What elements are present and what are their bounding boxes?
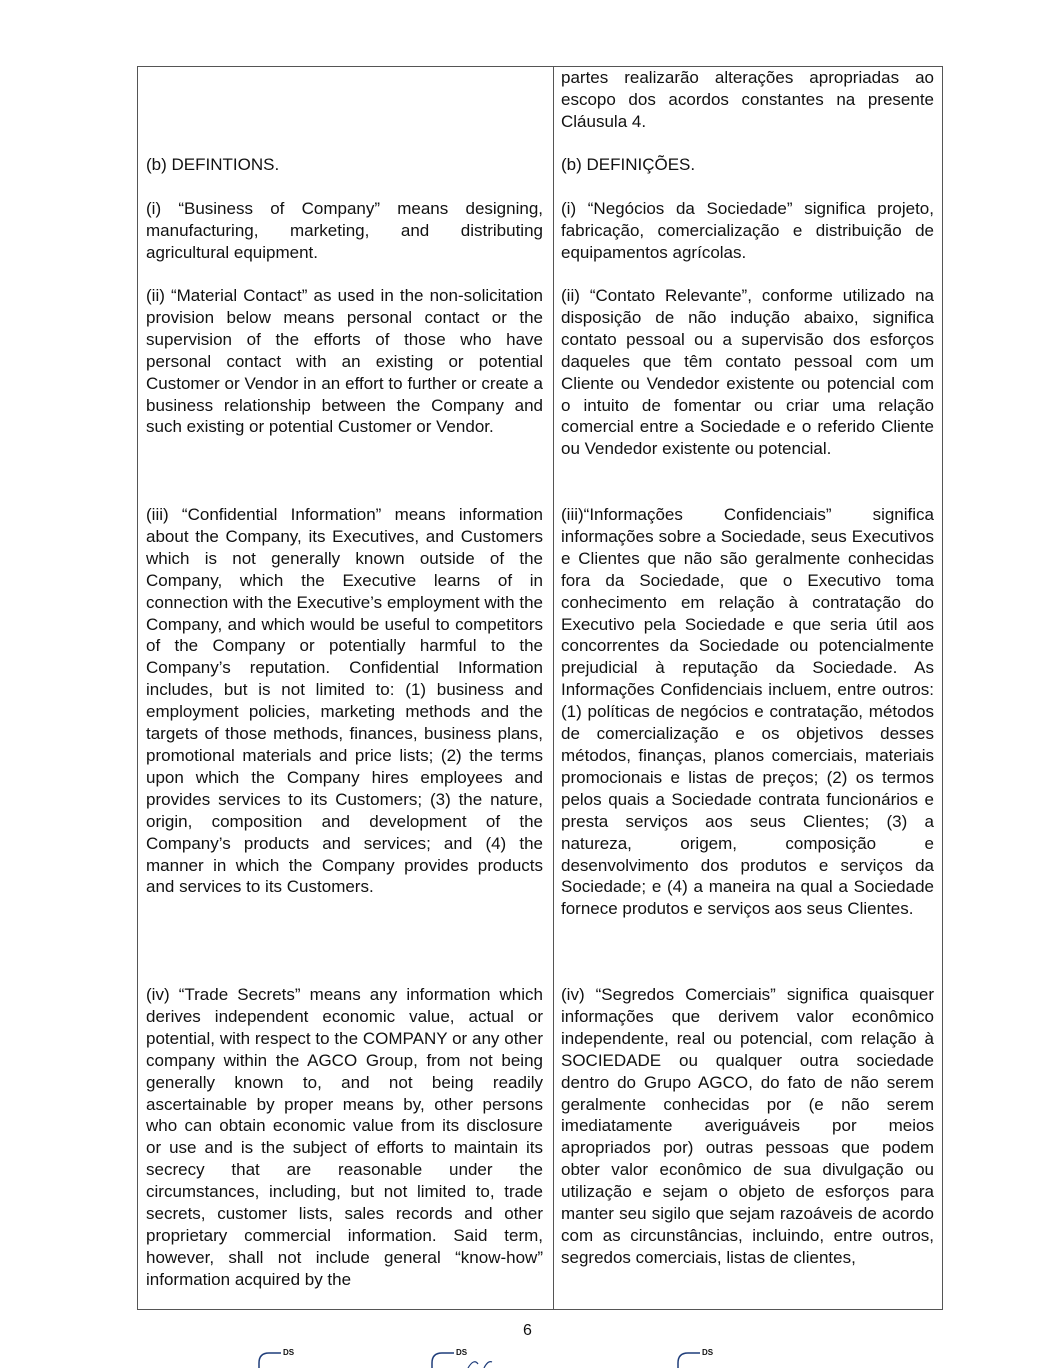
portuguese-definition-iv: (iv) “Segredos Comerciais” significa quaisquer informações que derivem valor econômico independente, real ou potencial, com relação à SOCIEDADE ou qualquer outra sociedade dentro do Grupo AGCO, do fato de não serem geralmente conhecidas por (e não serem imediatamente averiguáveis por meios apropriados por) outras pessoas que podem obter valor econômico de sua divulgação ou utilização e sejam o objeto de esforços para manter seu sigilo que sejam razoáveis de acordo com as circunstâncias, incluindo, entre outros, segredos comerciais, listas de clientes,	[561, 985, 934, 1267]
portuguese-clause-continuation: partes realizarão alterações apropriadas ao escopo dos acordos constantes na presente Cláusula 4.	[561, 68, 934, 131]
portuguese-definitions-heading: (b) DEFINIÇÕES.	[561, 155, 696, 174]
english-definition-i: (i) “Business of Company” means designing, manufacturing, marketing, and distributing agricultural equipment.	[146, 199, 543, 262]
english-definition-ii: (ii) “Material Contact” as used in the non-solicitation provision below means personal contact or the supervision of the efforts of those who have personal contact with an existing or potential Customer or Vendor in an effort to further or create a business relationship between the Company and such existing or potential Customer or Vendor.	[146, 286, 543, 437]
ds-label: DS	[283, 1348, 295, 1357]
docusign-initial-mark	[674, 1348, 744, 1368]
page-number: 6	[523, 1322, 532, 1339]
docusign-initial-mark	[255, 1348, 325, 1368]
docusign-initial-mark	[428, 1348, 498, 1368]
english-definition-iii: (iii) “Confidential Information” means information about the Company, its Executives, and Customers which is not generally known outside of the Company, which the Executive learns of in connection with the Executive’s employment with the Company, and which would be useful to competitors of the Company or potentially harmful to the Company’s reputation. Confidential Information includes, but is not limited to: (1) business and employment policies, marketing methods and the targets of those methods, finances, business plans, promotional materials and price lists; (2) the terms upon which the Company hires employees and provides services to its Customers; (3) the nature, origin, composition and development of the Company’s products and services; and (4) the manner in which the Company provides products and services to its Customers.	[146, 505, 543, 897]
ds-label: DS	[456, 1348, 468, 1357]
portuguese-definition-ii: (ii) “Contato Relevante”, conforme utilizado na disposição de não indução abaixo, significa contato pessoal ou a supervisão dos esforços daqueles que têm contato pessoal com um Cliente ou Vendedor existente ou potencial com o intuito de fomentar ou criar uma relação comercial entre a Sociedade e o referido Cliente ou Vendedor existente ou potencial.	[561, 286, 934, 459]
column-divider	[553, 66, 554, 1310]
english-definition-iv: (iv) “Trade Secrets” means any information which derives independent economic value, actual or potential, with respect to the COMPANY or any other company within the AGCO Group, from not being generally known to, and not being readily ascertainable by proper means by, other persons who can obtain economic value from its disclosure or use and is the subject of efforts to maintain its secrecy that are reasonable under the circumstances, including, but not limited to, trade secrets, customer lists, sales records and other proprietary commercial information. Said term, however, shall not include general “know-how” information acquired by the	[146, 985, 543, 1289]
ds-label: DS	[702, 1348, 714, 1357]
portuguese-definition-i: (i) “Negócios da Sociedade” significa projeto, fabricação, comercialização e distribuição de equipamentos agrícolas.	[561, 199, 934, 262]
english-definitions-heading: (b) DEFINTIONS.	[146, 155, 280, 174]
portuguese-definition-iii: (iii)“Informações Confidenciais” significa informações sobre a Sociedade, seus Executivos e Clientes que não são geralmente conhecidas fora da Sociedade, que o Executivo toma conhecimento em relação à contratação do Executivo pela Sociedade e que seria útil aos concorrentes da Sociedade ou potencialmente prejudicial à reputação da Sociedade. As Informações Confidenciais incluem, entre outros: (1) políticas de negócios e contratação, métodos de comercialização e os objetivos desses métodos, finanças, planos comerciais, materiais promocionais e listas de preços; (2) os termos pelos quais a Sociedade contrata funcionários e presta serviços aos seus Clientes; (3) a natureza, origem, composição e desenvolvimento dos produtos e serviços da Sociedade; e (4) a maneira na qual a Sociedade fornece produtos e serviços aos seus Clientes.	[561, 505, 934, 919]
